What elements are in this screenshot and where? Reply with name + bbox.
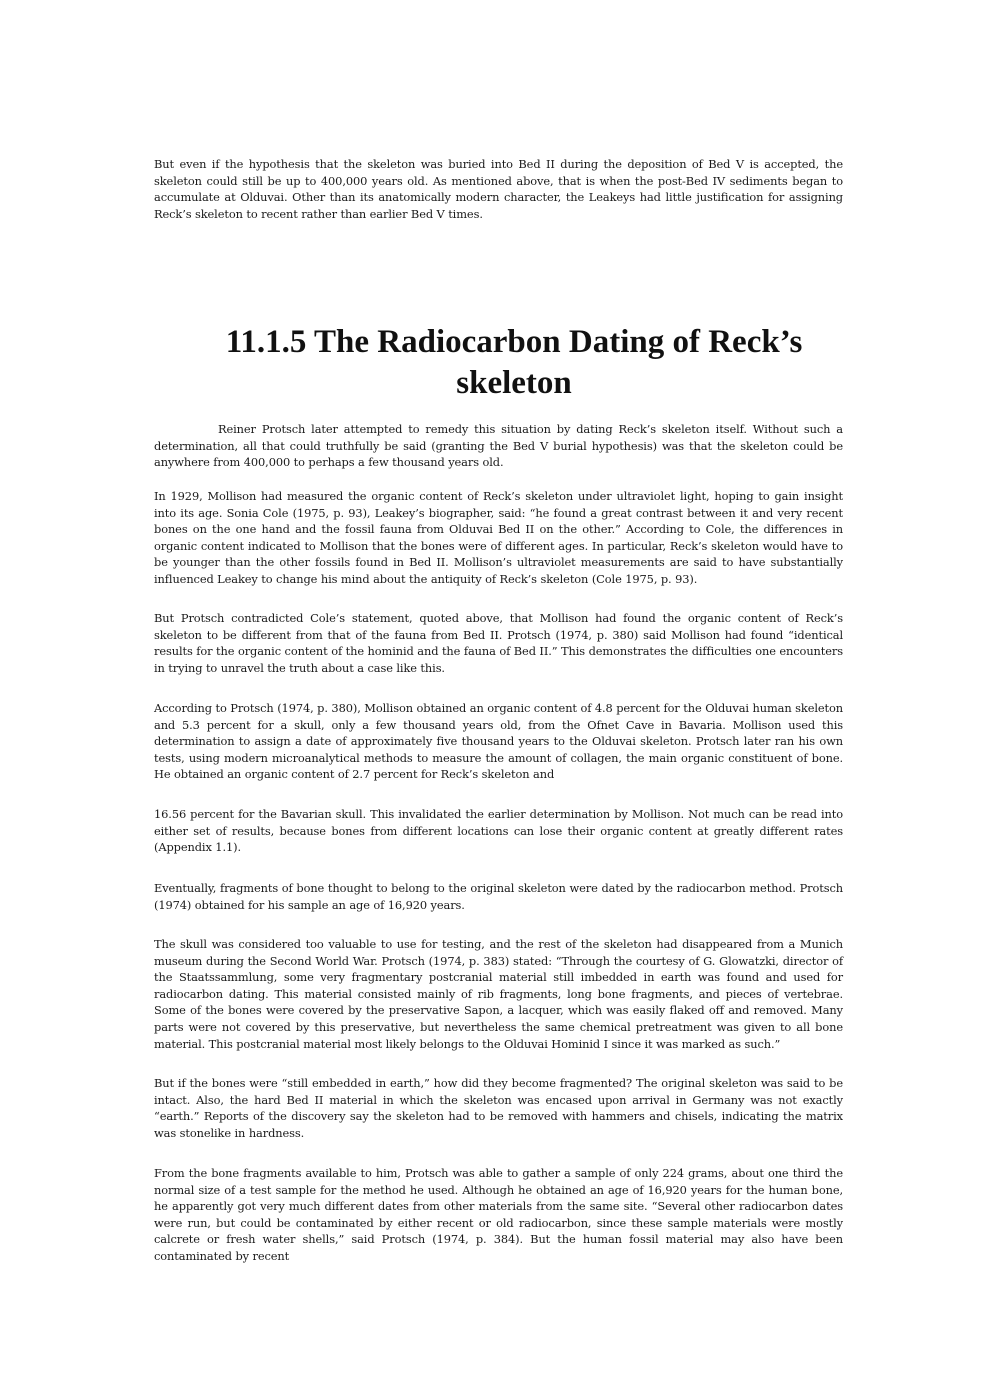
paragraph-ofnet-cave-comparison: According to Protsch (1974, p. 380), Mollison obtained an organic content of 4.8 percent for the Olduvai human skeleton and 5.3 percent for a skull, only a few thousand years old, from the Ofnet Cave in Bavaria. Mollison used this determination to assign a date of approximately five thousand years to the Olduvai skeleton. Protsch later ran his own tests, using modern microanalytical methods to measure the amount of collagen, the main organic constituent of bone. He obtained an organic content of 2.7 percent for Reck’s skeleton and bbox=[154, 701, 843, 782]
section-heading: 11.1.5 The Radiocarbon Dating of Reck’s skeleton bbox=[225, 324, 803, 401]
paragraph-munich-museum: The skull was considered too valuable to use for testing, and the rest of the skeleton had disappeared from a Munich museum during the Second World War. Protsch (1974, p. 383) stated: “Through the courtesy of G. Glowatzki, director of the Staatssammlung, some very fragmentary postcranial material still imbedded in earth was found and used for radiocarbon dating. This material consisted mainly of rib fragments, long bone fragments, and pieces of vertebrae. Some of the bones were covered by the preservative Sapon, a lacquer, which was easily flaked off and removed. Many parts were not covered by this preservative, but nevertheless the same chemical pretreatment was given to all bone material. This postcranial material most likely belongs to the Olduvai Hominid I since it was marked as such.” bbox=[154, 937, 843, 1051]
paragraph-mollison-organic-content: In 1929, Mollison had measured the organic content of Reck’s skeleton under ultraviolet light, hoping to gain insight into its age. Sonia Cole (1975, p. 93), Leakey’s biographer, said: “he found a great contrast between it and very recent bones on the one hand and the fossil fauna from Olduvai Bed II on the other.” According to Cole, the differences in organic content indicated to Mollison that the bones were of different ages. In particular, Reck’s skeleton would have to be younger than the other fossils found in Bed II. Mollison’s ultraviolet measurements are said to have substantially influenced Leakey to change his mind about the antiquity of Reck’s skeleton (Cole 1975, p. 93). bbox=[154, 489, 843, 586]
paragraph-bavarian-skull: 16.56 percent for the Bavarian skull. This invalidated the earlier determination by Mollison. Not much can be read into either set of results, because bones from different locations can lose their organic content at greatly different rates (Appendix 1.1). bbox=[154, 807, 843, 855]
paragraph-radiocarbon-age: Eventually, fragments of bone thought to belong to the original skeleton were dated by the radiocarbon method. Protsch (1974) obtained for his sample an age of 16,920 years. bbox=[154, 881, 843, 912]
paragraph-bed-v-hypothesis: But even if the hypothesis that the skeleton was buried into Bed II during the deposition of Bed V is accepted, the skeleton could still be up to 400,000 years old. As mentioned above, that is when the post-Bed IV sediments began to accumulate at Olduvai. Other than its anatomically modern character, the Leakeys had little justification for assigning Reck’s skeleton to recent rather than earlier Bed V times. bbox=[154, 157, 843, 221]
paragraph-sample-224-grams: From the bone fragments available to him, Protsch was able to gather a sample of only 224 grams, about one third the normal size of a test sample for the method he used. Although he obtained an age of 16,920 years for the human bone, he apparently got very much different dates from other materials from the same site. “Several other radiocarbon dates were run, but could be contaminated by either recent or old radiocarbon, since these sample materials were mostly calcrete or fresh water shells,” said Protsch (1974, p. 384). But the human fossil material may also have been contaminated by recent bbox=[154, 1166, 843, 1263]
paragraph-embedded-in-earth: But if the bones were “still embedded in earth,” how did they become fragmented? The original skeleton was said to be intact. Also, the hard Bed II material in which the skeleton was encased upon arrival in Germany was not exactly “earth.” Reports of the discovery say the skeleton had to be removed with hammers and chisels, indicating the matrix was stonelike in hardness. bbox=[154, 1076, 843, 1140]
paragraph-protsch-remedy: Reiner Protsch later attempted to remedy this situation by dating Reck’s skeleton itself. Without such a determination, all that could truthfully be said (granting the Bed V burial hypothesis) was that the skeleton could be anywhere from 400,000 to perhaps a few thousand years old. bbox=[154, 422, 843, 470]
paragraph-protsch-contradicted-cole: But Protsch contradicted Cole’s statement, quoted above, that Mollison had found the organic content of Reck’s skeleton to be different from that of the fauna from Bed II. Protsch (1974, p. 380) said Mollison had found “identical results for the organic content of the hominid and the fauna of Bed II.” This demonstrates the difficulties one encounters in trying to unravel the truth about a case like this. bbox=[154, 611, 843, 675]
